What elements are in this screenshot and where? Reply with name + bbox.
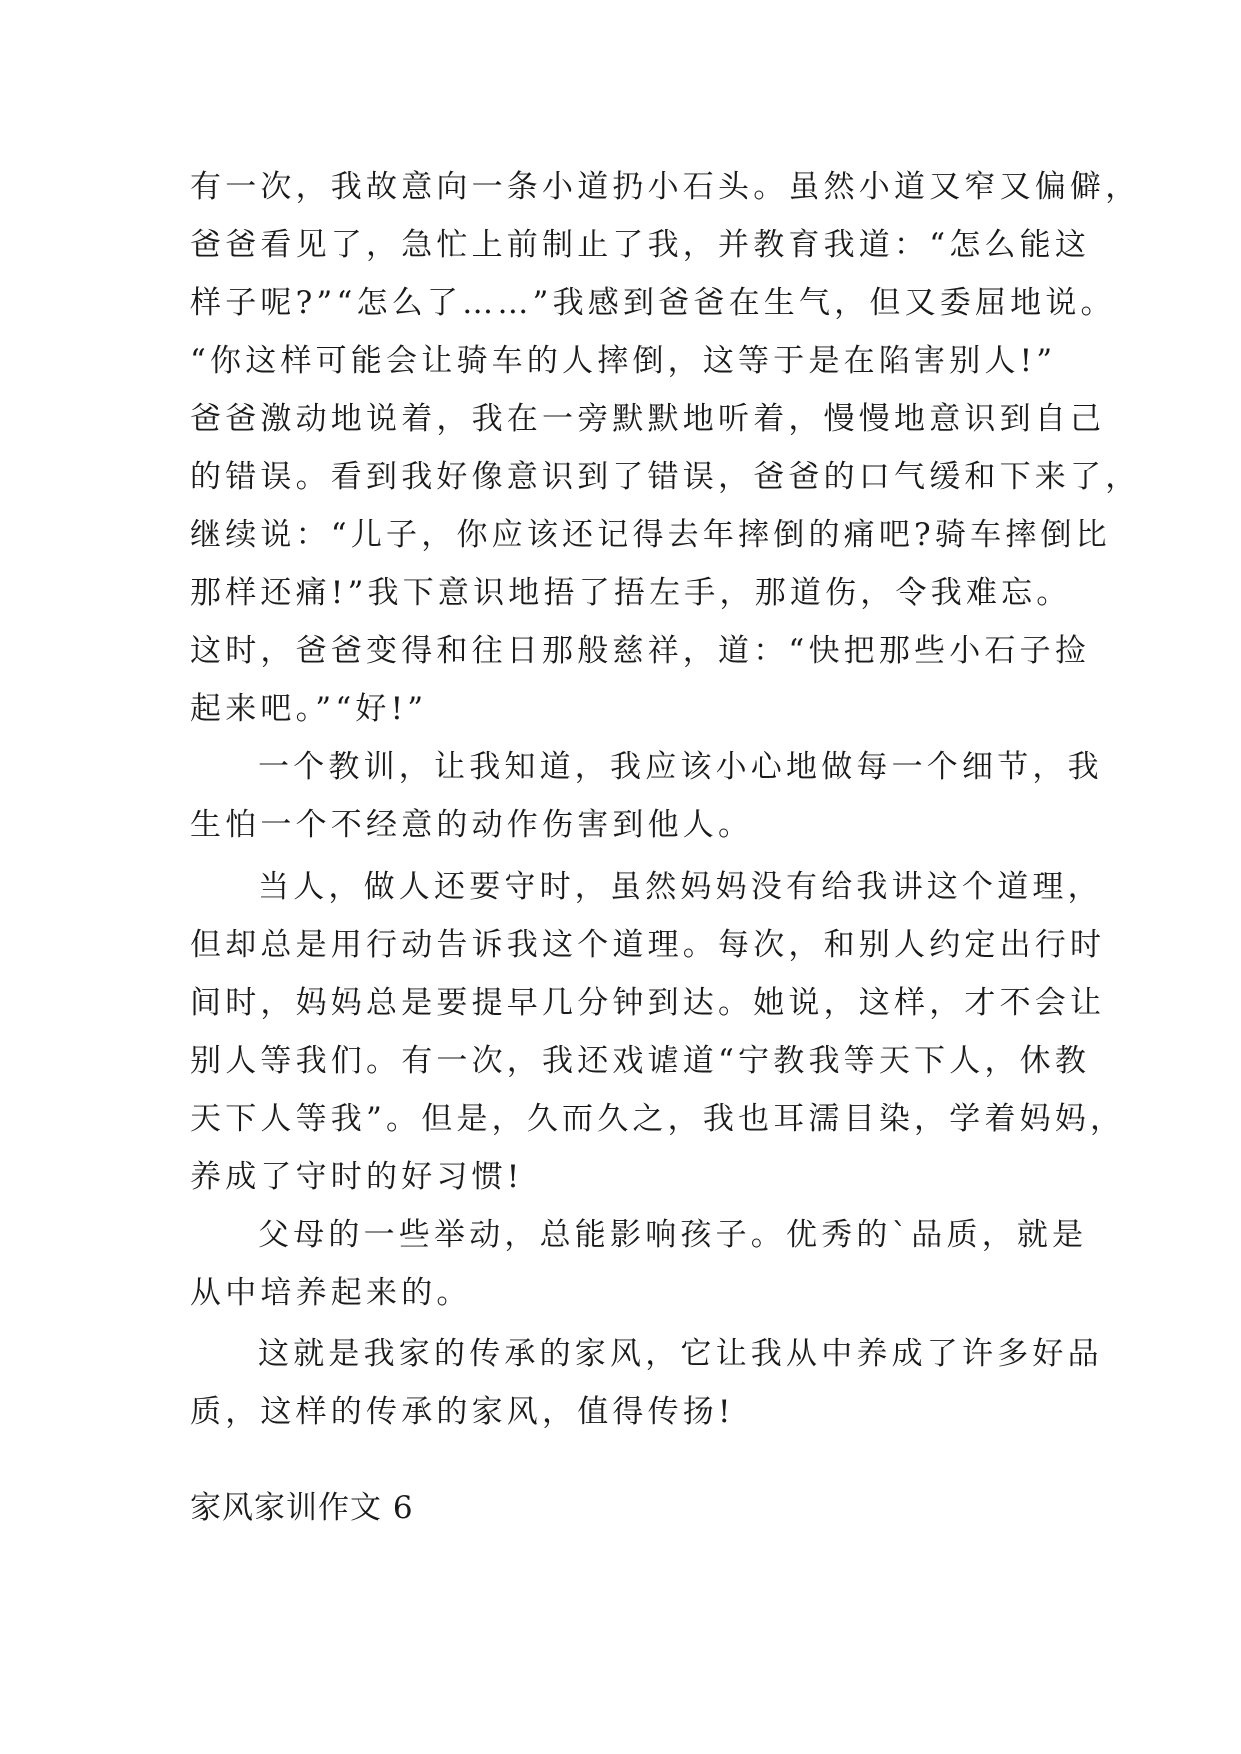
text-line: 别人等我们。有一次，我还戏谑道“宁教我等天下人，休教 — [190, 1043, 1091, 1079]
paragraph-first-line: 父母的一些举动，总能影响孩子。优秀的`品质，就是 — [258, 1217, 1088, 1253]
text-line: 爸爸激动地说着，我在一旁默默地听着，慢慢地意识到自己 — [190, 401, 1106, 437]
paragraph-first-line: 一个教训，让我知道，我应该小心地做每一个细节，我 — [258, 749, 1103, 785]
section-heading: 家风家训作文 6 — [190, 1490, 414, 1526]
paragraph-first-line: 这就是我家的传承的家风，它让我从中养成了许多好品 — [258, 1336, 1103, 1372]
text-line: 起来吧。”“好!” — [190, 691, 428, 727]
paragraph-first-line: 当人，做人还要守时，虽然妈妈没有给我讲这个道理， — [258, 869, 1103, 905]
text-line: 这时，爸爸变得和往日那般慈祥，道：“快把那些小石子捡 — [190, 633, 1091, 669]
text-line: 有一次，我故意向一条小道扔小石头。虽然小道又窄又偏僻， — [190, 169, 1141, 205]
text-line: 的错误。看到我好像意识到了错误，爸爸的口气缓和下来了， — [190, 459, 1141, 495]
text-line: 间时，妈妈总是要提早几分钟到达。她说，这样，才不会让 — [190, 985, 1106, 1021]
text-line: 质，这样的传承的家风，值得传扬! — [190, 1394, 735, 1430]
text-line: 爸爸看见了，急忙上前制止了我，并教育我道：“怎么能这 — [190, 227, 1091, 263]
text-line: 生怕一个不经意的动作伤害到他人。 — [190, 807, 754, 843]
text-line: “你这样可能会让骑车的人摔倒，这等于是在陷害别人!” — [190, 343, 1057, 379]
text-line: 那样还痛!”我下意识地捂了捂左手，那道伤，令我难忘。 — [190, 575, 1072, 611]
text-line: 但却总是用行动告诉我这个道理。每次，和别人约定出行时 — [190, 927, 1106, 963]
text-line: 样子呢?”“怎么了……”我感到爸爸在生气，但又委屈地说。 — [190, 285, 1116, 321]
text-line: 养成了守时的好习惯! — [190, 1159, 524, 1195]
text-line: 天下人等我”。但是，久而久之，我也耳濡目染，学着妈妈， — [190, 1101, 1126, 1137]
text-line: 从中培养起来的。 — [190, 1275, 472, 1311]
text-line: 继续说：“儿子，你应该还记得去年摔倒的痛吧?骑车摔倒比 — [190, 517, 1111, 553]
